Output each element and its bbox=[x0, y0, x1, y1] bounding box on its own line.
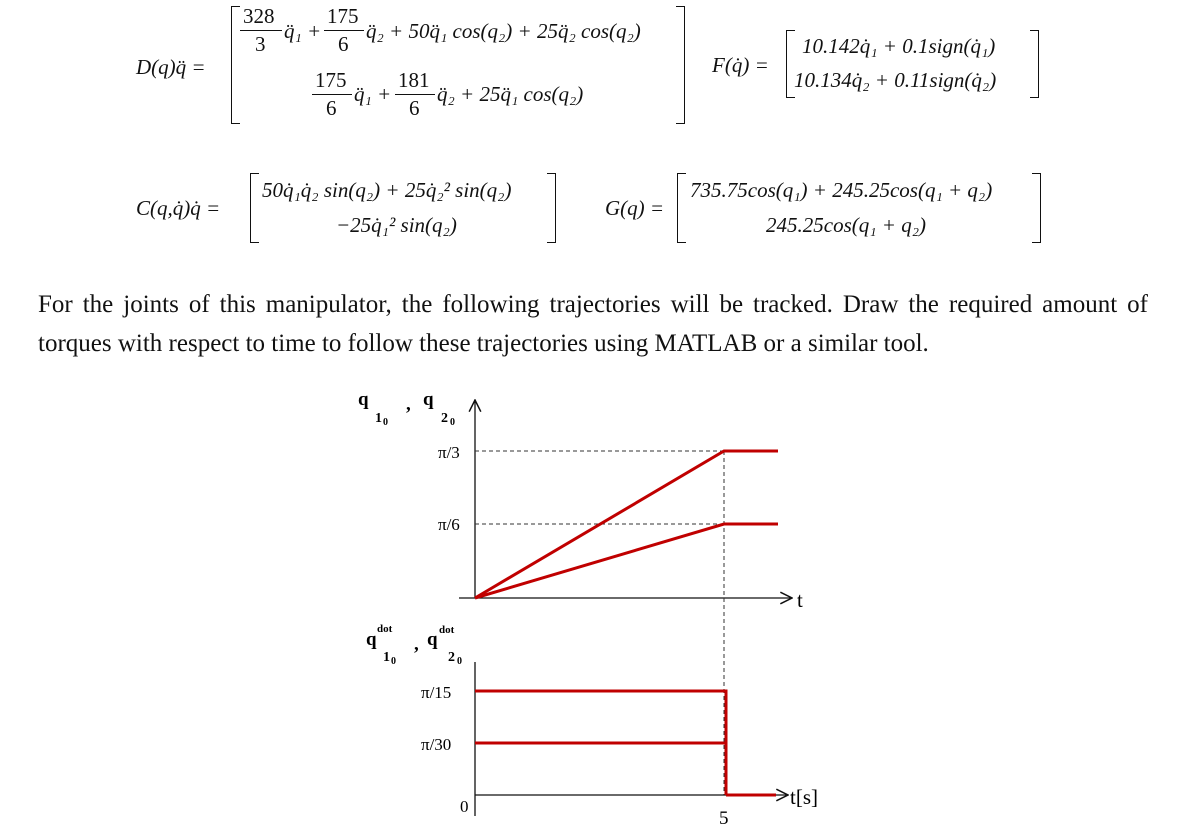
bot-ytick-pi30: π/30 bbox=[421, 735, 452, 754]
top-ylabel-q1-sub0: 0 bbox=[383, 417, 388, 428]
c-row2: −25q̇₁² sin(q₂) bbox=[336, 213, 457, 237]
top-ylabel-q2-sub2: 2 bbox=[441, 411, 448, 426]
top-ylabel-q2: q bbox=[423, 389, 434, 410]
d-row1-frac1-den: 3 bbox=[255, 32, 266, 56]
top-x-axis-label: t bbox=[797, 588, 803, 612]
d-row1-frac2-den: 6 bbox=[338, 32, 349, 56]
bot-ylabel-q1-sub1: 1 bbox=[383, 650, 390, 665]
bot-ylabel-q1-dot: dot bbox=[377, 623, 393, 635]
bot-ytick-pi15: π/15 bbox=[421, 683, 452, 702]
d-row2-frac2-den: 6 bbox=[409, 96, 420, 120]
d-row2-frac1-num: 175 bbox=[315, 68, 347, 92]
d-row2-frac2-num: 181 bbox=[398, 68, 430, 92]
bot-ylabel-q2: q bbox=[427, 629, 438, 650]
d-row2-term2: q̈₂ + 25q̈₁ cos(q₂) bbox=[437, 82, 584, 106]
d-row1-frac2-num: 175 bbox=[327, 4, 359, 28]
f-equation-lhs: F(q̇) = bbox=[712, 53, 769, 77]
bot-ylabel-q1: q bbox=[366, 629, 377, 650]
top-ytick-pi3: π/3 bbox=[438, 443, 460, 462]
bot-ylabel-q2-sub0: 0 bbox=[457, 656, 462, 667]
top-ylabel-comma: , bbox=[406, 394, 411, 415]
top-ytick-pi6: π/6 bbox=[438, 515, 460, 534]
bot-ylabel-q2-dot: dot bbox=[439, 624, 455, 636]
top-ylabel-q1: q bbox=[358, 389, 369, 410]
f-row2: 10.134q̇₂ + 0.11sign(q̇₂) bbox=[794, 68, 997, 92]
c-equation-lhs: C(q,q̇)q̇ = bbox=[136, 196, 221, 220]
bot-xtick-5: 5 bbox=[719, 808, 729, 829]
c-row1: 50q̇₁q̇₂ sin(q₂) + 25q̇₂² sin(q₂) bbox=[262, 178, 512, 202]
d-row1-frac1-num: 328 bbox=[243, 4, 275, 28]
bot-xtick-0: 0 bbox=[460, 797, 469, 816]
problem-statement: For the joints of this manipulator, the following trajectories will be tracked. Draw the required amount of torques with respect to time to follow these trajectories using MATLAB or a similar tool. bbox=[38, 291, 1148, 357]
d-row2-term1: q̈₁ + bbox=[354, 82, 392, 106]
f-row1: 10.142q̇₁ + 0.1sign(q̇₁) bbox=[802, 34, 996, 58]
q2-trajectory-line bbox=[475, 524, 778, 598]
bot-x-axis-label: t[s] bbox=[790, 785, 818, 809]
d-equation-lhs: D(q)q̈ = bbox=[136, 55, 206, 79]
g-row2: 245.25cos(q₁ + q₂) bbox=[766, 213, 927, 237]
g-equation-lhs: G(q) = bbox=[605, 196, 665, 220]
top-ylabel-q1-sub1: 1 bbox=[375, 411, 382, 426]
d-row1-term2: q̈₂ + 50q̈₁ cos(q₂) + 25q̈₂ cos(q₂) bbox=[366, 19, 641, 43]
d-row2-frac1-den: 6 bbox=[326, 96, 337, 120]
bot-ylabel-comma: , bbox=[414, 634, 419, 655]
g-row1: 735.75cos(q₁) + 245.25cos(q₁ + q₂) bbox=[690, 178, 993, 202]
top-ylabel-q2-sub0: 0 bbox=[450, 417, 455, 428]
bot-ylabel-q1-sub0: 0 bbox=[391, 656, 396, 667]
bot-ylabel-q2-sub2: 2 bbox=[448, 650, 455, 665]
d-row1-term1: q̈₁ + bbox=[284, 19, 322, 43]
